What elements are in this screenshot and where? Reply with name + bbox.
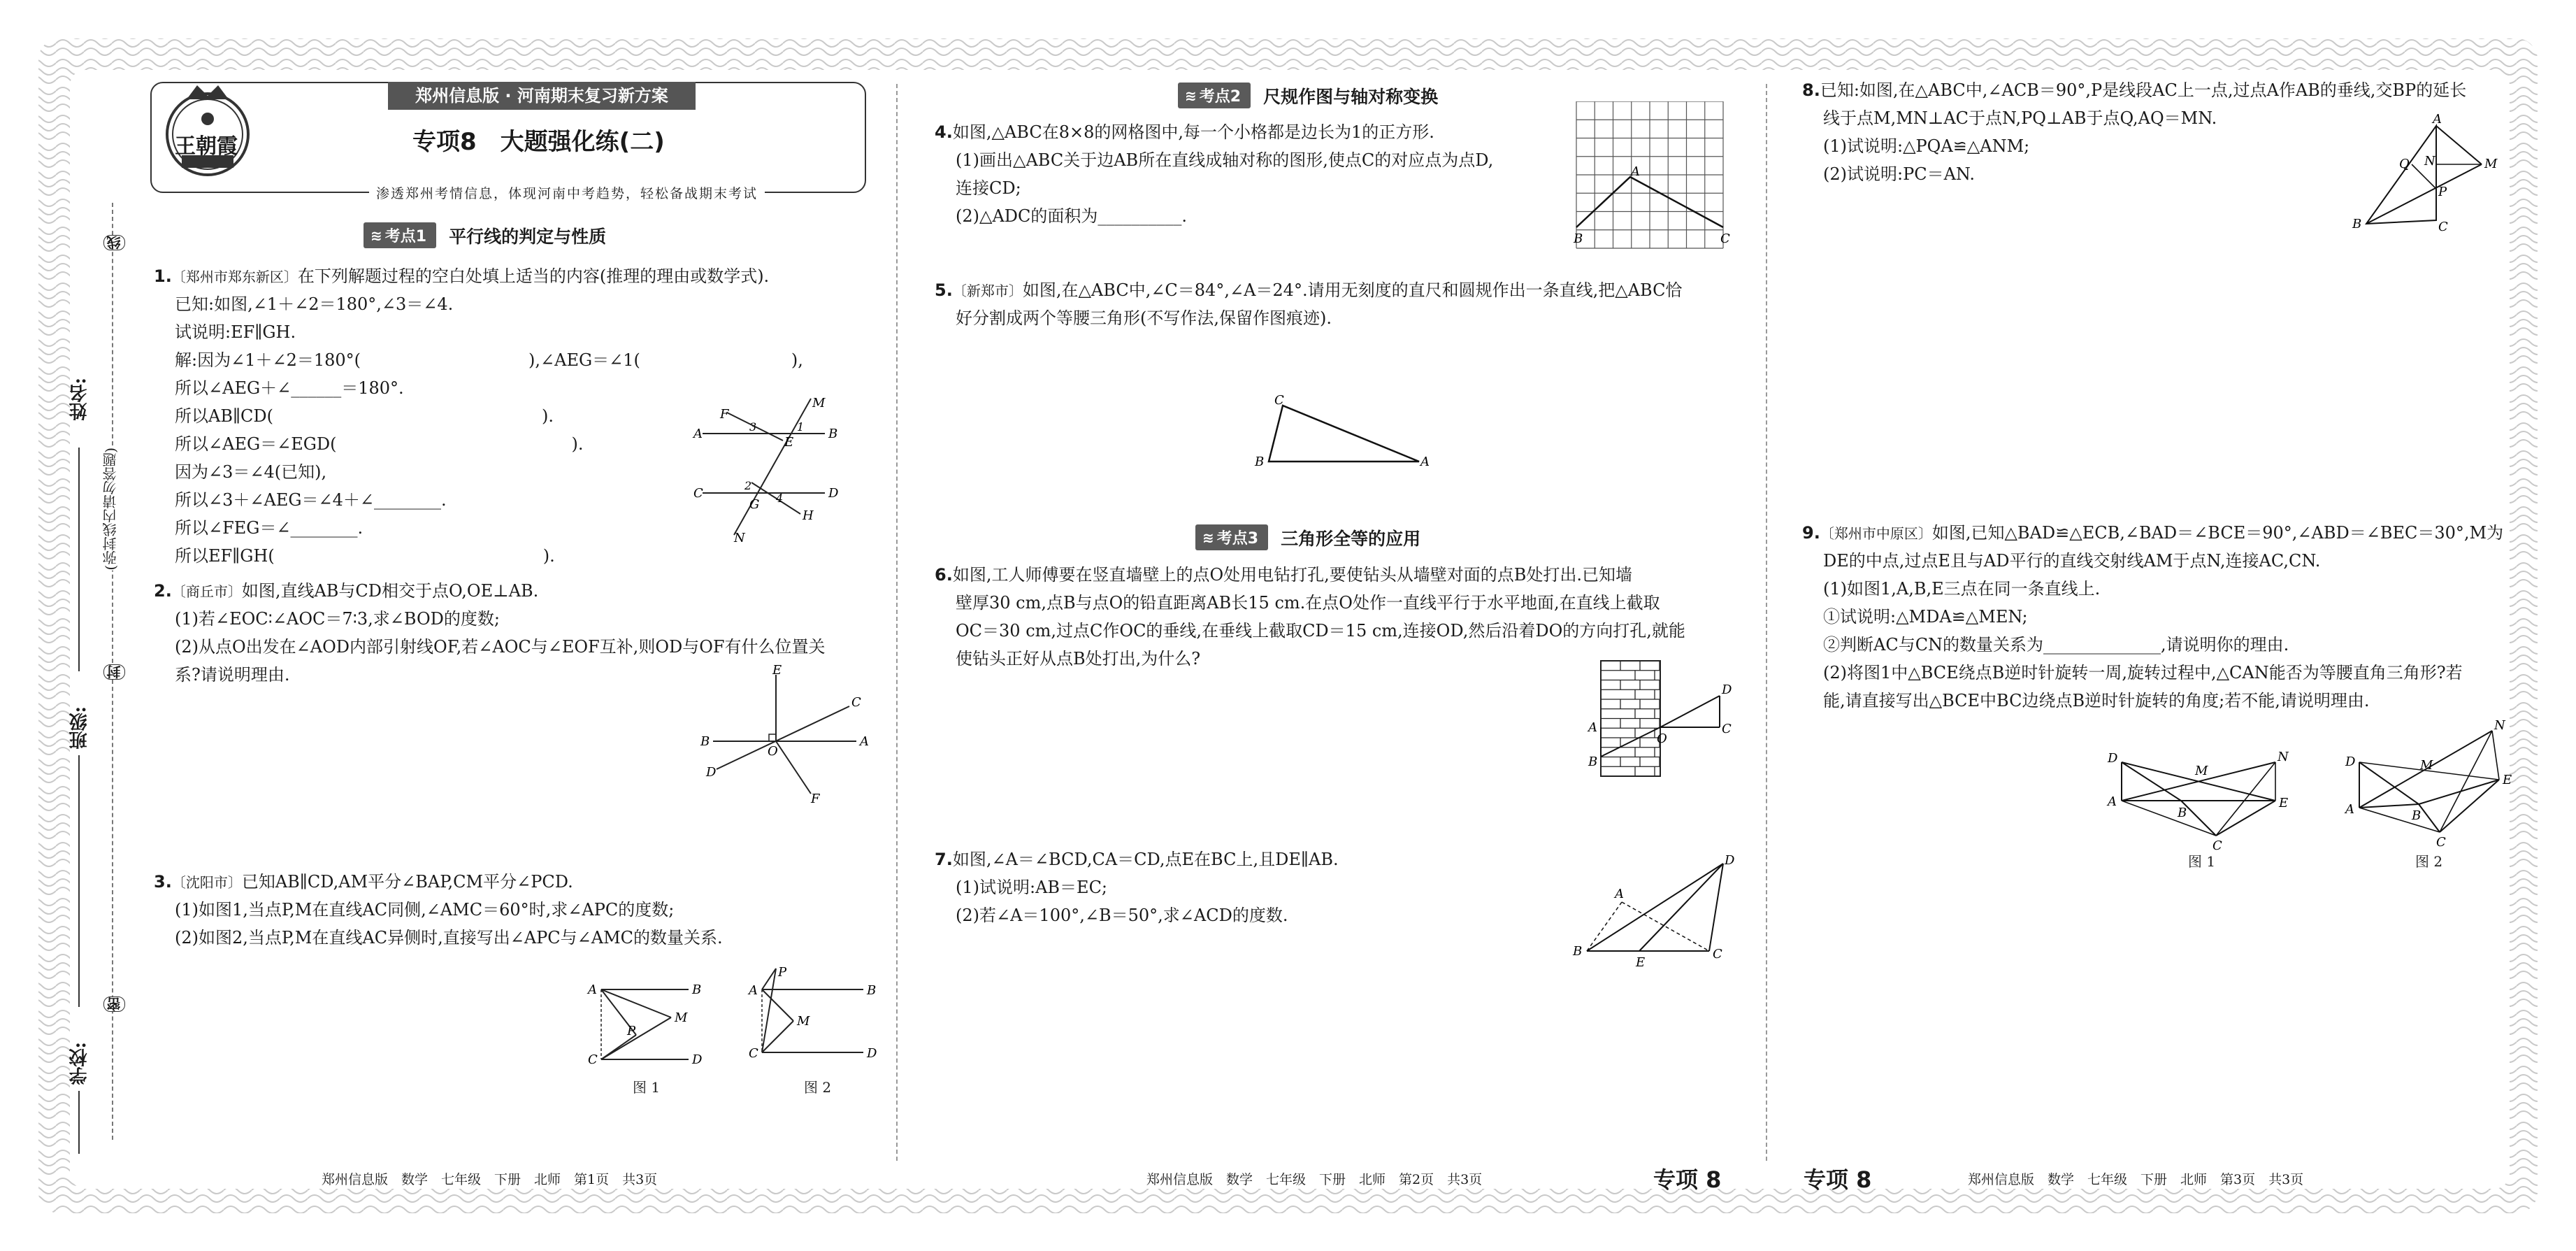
q1-line-5: 所以∠AEG＋∠______＝180°.	[175, 378, 404, 398]
q2-line-4: 系?请说明理由.	[175, 665, 290, 685]
svg-text:B: B	[2352, 217, 2362, 231]
q8-line-1: 8.已知:如图,在△ABC中,∠ACB＝90°,P是线段AC上一点,过点A作AB的垂线,交BP的延长	[1802, 80, 2467, 100]
svg-text:G: G	[749, 497, 760, 512]
svg-text:H: H	[803, 508, 814, 523]
logo	[162, 78, 253, 187]
svg-text:P: P	[627, 1024, 636, 1038]
q1-line-4: 解:因为∠1＋∠2＝180°( ),∠AEG＝∠1( ),	[175, 350, 803, 370]
svg-text:M: M	[797, 1014, 810, 1029]
svg-text:M: M	[2195, 764, 2208, 778]
svg-text:F: F	[720, 407, 729, 422]
svg-text:D: D	[1725, 853, 1735, 868]
q5-line-2: 好分割成两个等腰三角形(不写作法,保留作图痕迹).	[956, 308, 1332, 328]
q1-line-1: 1.〔郑州市郑东新区〕在下列解题过程的空白处填上适当的内容(推理的理由或数学式).	[154, 266, 770, 286]
svg-text:E: E	[784, 435, 794, 450]
svg-text:M: M	[812, 396, 826, 410]
svg-text:P: P	[2438, 185, 2447, 199]
svg-text:B: B	[2412, 808, 2422, 823]
footer-page-2: 郑州信息版 数学 七年级 下册 北师 第2页 共3页	[1146, 1172, 1483, 1187]
footer-tag-right: 专项 8	[1804, 1166, 1872, 1193]
svg-text:3: 3	[749, 420, 757, 434]
school-line	[78, 1091, 80, 1154]
section1-tag: ≋ 考点1	[364, 222, 436, 248]
svg-text:M: M	[2420, 758, 2433, 773]
q9-line-7: 能,请直接写出△BCE中BC边绕点B逆时针旋转的角度;若不能,请说明理由.	[1823, 691, 2370, 710]
q7-figure	[1569, 853, 1744, 972]
q9-line-2: DE的中点,过点E且与AD平行的直线交射线AM于点N,连接AC,CN.	[1823, 551, 2321, 571]
q1-figure	[692, 392, 839, 542]
svg-text:O: O	[768, 744, 778, 759]
svg-text:E: E	[2279, 796, 2289, 810]
svg-text:1: 1	[797, 420, 805, 434]
svg-text:D: D	[828, 486, 839, 501]
svg-text:D: D	[706, 765, 717, 780]
svg-text:N: N	[2278, 750, 2289, 764]
name-line	[78, 448, 80, 671]
section3-header	[1195, 524, 1420, 550]
column-divider-2	[1766, 84, 1767, 1161]
svg-text:A: A	[1615, 887, 1624, 901]
svg-text:D: D	[867, 1046, 877, 1061]
svg-text:B: B	[867, 983, 877, 998]
name-label: 姓名:	[69, 378, 90, 421]
svg-text:C: C	[1720, 231, 1730, 246]
svg-text:A: A	[1420, 455, 1430, 469]
svg-text:E: E	[772, 664, 782, 678]
page-title: 专项8 大题强化练(二)	[412, 128, 665, 156]
section2-header	[1178, 83, 1438, 108]
q3-figure-1	[584, 968, 724, 1080]
svg-text:D: D	[692, 1052, 703, 1067]
q6-line-3: OC＝30 cm,过点C作OC的垂线,在垂线上截取CD＝15 cm,连接OD,然后沿着DO的方向打孔,就能	[956, 621, 1685, 641]
svg-text:D: D	[2108, 751, 2118, 766]
svg-text:E: E	[1636, 955, 1646, 970]
svg-text:C: C	[1274, 393, 1284, 408]
svg-text:B: B	[1573, 944, 1583, 959]
q6-line-4: 使钻头正好从点B处打出,为什么?	[956, 649, 1201, 669]
q3-line-2: (1)如图1,当点P,M在直线AC同侧,∠AMC＝60°时,求∠APC的度数;	[175, 900, 675, 920]
q1-line-9: 所以∠3＋∠AEG＝∠4＋∠________.	[175, 490, 447, 510]
logo-text: 王朝霞	[175, 134, 238, 159]
svg-text:C: C	[851, 695, 861, 710]
q6-line-2: 壁厚30 cm,点B与点O的铅直距离AB长15 cm.在点O处作一直线平行于水平地面,在直线上截取	[956, 593, 1660, 613]
svg-text:B: B	[692, 982, 702, 997]
q8-figure	[2349, 112, 2503, 238]
q6-line-1: 6.如图,工人师傅要在竖直墙壁上的点O处用电钻打孔,要使钻头从墙壁对面的点B处打出.已知墙	[935, 565, 1633, 585]
q4-line-2: (1)画出△ABC关于边AB所在直线成轴对称的图形,使点C的对应点为点D,	[956, 150, 1494, 170]
q2-line-3: (2)从点O出发在∠AOD内部引射线OF,若∠AOC与∠EOF互补,则OD与OF有什么位置关	[175, 637, 826, 657]
svg-text:B: B	[1574, 231, 1583, 246]
q9-figure-2	[2342, 717, 2524, 850]
section3-tag: ≋ 考点3	[1195, 524, 1268, 550]
svg-text:O: O	[1657, 731, 1667, 746]
column-divider-1	[896, 84, 898, 1161]
q1-line-2: 已知:如图,∠1＋∠2＝180°,∠3＝∠4.	[175, 294, 454, 314]
q7-line-1: 7.如图,∠A＝∠BCD,CA＝CD,点E在BC上,且DE∥AB.	[935, 850, 1339, 869]
svg-text:2: 2	[744, 479, 752, 492]
wave-icon: ≋	[370, 227, 380, 244]
svg-text:A: A	[2108, 794, 2117, 809]
seal-mark-3: 密	[103, 996, 125, 1012]
q8-line-3: (1)试说明:△PQA≌△ANM;	[1823, 136, 2030, 156]
q4-line-3: 连接CD;	[956, 178, 1021, 198]
q3-fig2-caption: 图 2	[804, 1079, 832, 1096]
q9-line-4: ①试说明:△MDA≌△MEN;	[1823, 607, 2028, 627]
q2-line-2: (1)若∠EOC∶∠AOC＝7∶3,求∠BOD的度数;	[175, 609, 500, 629]
q5-line-1: 5.〔新郑市〕如图,在△ABC中,∠C＝84°,∠A＝24°.请用无刻度的直尺和圆规作出一条直线,把△ABC恰	[935, 280, 1683, 300]
section1-title: 平行线的判定与性质	[449, 226, 607, 247]
q9-fig1-caption: 图 1	[2188, 853, 2216, 870]
svg-text:A: A	[693, 427, 703, 441]
wave-icon: ≋	[1202, 529, 1211, 546]
seal-mark-1: 线	[103, 235, 125, 250]
svg-text:B: B	[700, 734, 710, 749]
q6-wall-figure	[1587, 657, 1741, 783]
q9-figure-1	[2104, 748, 2300, 853]
svg-text:C: C	[1713, 947, 1722, 962]
q9-line-3: (1)如图1,A,B,E三点在同一条直线上.	[1823, 579, 2101, 599]
q2-line-1: 2.〔商丘市〕如图,直线AB与CD相交于点O,OE⊥AB.	[154, 581, 539, 601]
svg-text:A: A	[588, 982, 597, 997]
svg-text:A: A	[749, 983, 758, 998]
q1-line-8: 因为∠3＝∠4(已知),	[175, 462, 327, 482]
q7-line-3: (2)若∠A＝100°,∠B＝50°,求∠ACD的度数.	[956, 906, 1288, 925]
svg-text:C: C	[749, 1046, 758, 1061]
svg-text:A: A	[2433, 112, 2442, 127]
svg-text:N: N	[2494, 718, 2505, 733]
svg-text:C: C	[588, 1052, 598, 1067]
section2-tag: ≋ 考点2	[1178, 83, 1251, 108]
school-label: 学校:	[69, 1042, 90, 1085]
footer-tag-middle: 专项 8	[1653, 1166, 1722, 1193]
svg-text:B: B	[1588, 755, 1598, 769]
svg-text:E: E	[2503, 773, 2512, 787]
q4-line-1: 4.如图,△ABC在8×8的网格图中,每一个小格都是边长为1的正方形.	[935, 122, 1434, 142]
q1-line-7: 所以∠AEG＝∠EGD( ).	[175, 434, 584, 454]
svg-text:A: A	[1588, 720, 1597, 735]
q5-figure	[1251, 392, 1433, 476]
section1-header	[364, 222, 606, 248]
wave-icon: ≋	[1185, 87, 1194, 104]
q7-line-2: (1)试说明:AB＝EC;	[956, 878, 1108, 897]
class-label: 班级:	[69, 706, 90, 750]
footer-page-1: 郑州信息版 数学 七年级 下册 北师 第1页 共3页	[322, 1172, 658, 1187]
q4-line-4: (2)△ADC的面积为__________.	[956, 206, 1188, 226]
seal-mark-2: 封	[103, 664, 125, 680]
section3-title: 三角形全等的应用	[1281, 528, 1421, 549]
svg-text:N: N	[2424, 154, 2435, 169]
svg-text:A: A	[1631, 164, 1640, 179]
q3-line-3: (2)如图2,当点P,M在直线AC异侧时,直接写出∠APC与∠AMC的数量关系.	[175, 928, 723, 948]
svg-text:D: D	[2345, 755, 2356, 769]
q8-line-4: (2)试说明:PC＝AN.	[1823, 164, 1976, 184]
q3-line-1: 3.〔沈阳市〕已知AB∥CD,AM平分∠BAP,CM平分∠PCD.	[154, 872, 573, 892]
header-banner: 郑州信息版 · 河南期末复习新方案	[388, 82, 696, 110]
svg-text:C: C	[2436, 835, 2446, 850]
q8-line-2: 线于点M,MN⊥AC于点N,PQ⊥AB于点Q,AQ＝MN.	[1823, 108, 2217, 128]
svg-text:P: P	[778, 965, 787, 980]
svg-text:Q: Q	[2399, 157, 2410, 171]
svg-text:N: N	[734, 531, 745, 542]
seal-note: (弥封线内请勿答题)	[100, 448, 120, 571]
svg-text:C: C	[1722, 722, 1732, 736]
svg-text:4: 4	[776, 492, 784, 505]
q9-line-5: ②判断AC与CN的数量关系为______________,请说明你的理由.	[1823, 635, 2289, 655]
header-slogan: 渗透郑州考情信息，体现河南中考趋势，轻松备战期末考试	[369, 183, 765, 202]
footer-page-3: 郑州信息版 数学 七年级 下册 北师 第3页 共3页	[1968, 1172, 2304, 1187]
svg-text:B: B	[828, 427, 838, 441]
svg-text:C: C	[693, 486, 703, 501]
svg-text:C: C	[2212, 838, 2222, 853]
q2-figure	[699, 664, 874, 804]
q1-line-3: 试说明:EF∥GH.	[175, 322, 296, 342]
q9-fig2-caption: 图 2	[2415, 853, 2443, 870]
svg-text:M: M	[2484, 157, 2498, 171]
q1-line-11: 所以EF∥GH( ).	[175, 546, 555, 566]
class-line	[78, 755, 80, 1007]
section2-title: 尺规作图与轴对称变换	[1263, 86, 1439, 107]
svg-text:C: C	[2438, 220, 2448, 234]
svg-text:D: D	[1722, 682, 1732, 697]
q4-grid-figure	[1562, 101, 1737, 269]
q9-line-6: (2)将图1中△BCE绕点B逆时针旋转一周,旋转过程中,△CAN能否为等腰直角三角形?若	[1823, 663, 2463, 682]
svg-text:A: A	[2345, 802, 2354, 817]
q3-figure-2	[744, 965, 877, 1077]
q1-line-10: 所以∠FEG＝∠________.	[175, 518, 364, 538]
q9-line-1: 9.〔郑州市中原区〕如图,已知△BAD≌△ECB,∠BAD＝∠BCE＝90°,∠ABD＝∠BEC＝30°,M为	[1802, 523, 2504, 543]
svg-text:A: A	[860, 734, 869, 749]
q3-fig1-caption: 图 1	[633, 1079, 661, 1096]
svg-text:F: F	[811, 792, 820, 804]
svg-text:B: B	[2178, 806, 2187, 820]
svg-text:B: B	[1255, 455, 1265, 469]
q1-line-6: 所以AB∥CD( ).	[175, 406, 554, 426]
svg-text:M: M	[675, 1010, 688, 1025]
